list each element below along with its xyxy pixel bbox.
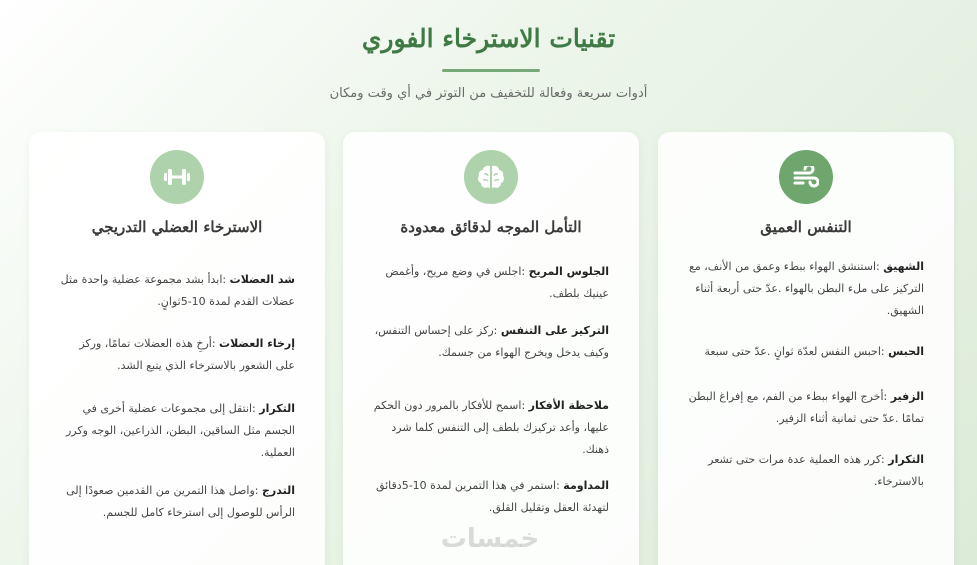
- page-subtitle: أدوات سريعة وفعالة للتخفيف من التوتر في أي وقت ومكان: [329, 86, 648, 101]
- card-title: الاسترخاء العضلي التدريجي: [91, 218, 263, 236]
- list-item: الزفير :أخرج الهواء ببطء من الفم، مع إفراغ البطن تمامًا .عدّ حتى ثمانية أثناء الزفير.: [688, 390, 924, 425]
- card-muscle-relaxation: [29, 132, 325, 565]
- card-title: التنفس العميق: [760, 218, 852, 236]
- list-item: إرخاء العضلات :أرخِ هذه العضلات تمامًا، وركز على الشعور بالاسترخاء الذي يتبع الشد.: [79, 337, 295, 372]
- list-item: التكرار :انتقل إلى مجموعات عضلية أخرى في الجسم مثل الساقين، البطن، الذراعين، الوجه وكرر العملية.: [66, 402, 295, 459]
- list-item: التدرج :واصل هذا التمرين من القدمين صعودًا إلى الرأس للوصول إلى استرخاء كامل للجسم.: [66, 484, 295, 519]
- list-item: التكرار :كرر هذه العملية عدة مرات حتى تشعر بالاسترخاء.: [708, 453, 924, 488]
- list-item: التركيز على التنفس :ركز على إحساس التنفس، وكيف يدخل ويخرج الهواء من جسمك.: [374, 324, 609, 359]
- list-item: الشهيق :استنشق الهواء ببطء وعمق من الأنف، مع التركيز على ملء البطن بالهواء .عدّ حتى أربعة أثناء الشهيق.: [689, 260, 924, 317]
- list-item: شد العضلات :ابدأ بشد مجموعة عضلية واحدة مثل عضلات القدم لمدة 10-5ثوانٍ.: [60, 273, 295, 308]
- card-guided-meditation: [343, 132, 639, 565]
- list-item: المداومة :استمر في هذا التمرين لمدة 10-5دقائق لتهدئة العقل وتقليل القلق.: [375, 479, 609, 514]
- list-item: الحبس :احبس النفس لعدّة ثوانٍ .عدّ حتى سبعة: [704, 345, 924, 358]
- page-title: تقنيات الاسترخاء الفوري: [361, 24, 616, 53]
- wind-icon: [779, 150, 833, 204]
- list-item: ملاحظة الأفكار :اسمح للأفكار بالمرور دون الحكم عليها، وأعد تركيزك بلطف إلى التنفس كلما شرد ذهنك.: [373, 399, 609, 456]
- card-title: التأمل الموجه لدقائق معدودة: [400, 218, 582, 236]
- card-deep-breathing: [658, 132, 954, 565]
- title-divider: [442, 69, 540, 72]
- brain-icon: [464, 150, 518, 204]
- watermark-logo: خمسات: [440, 524, 540, 554]
- list-item: الجلوس المريح :اجلس في وضع مريح، وأغمض عينيك بلطف.: [385, 265, 609, 300]
- dumbbell-icon: [150, 150, 204, 204]
